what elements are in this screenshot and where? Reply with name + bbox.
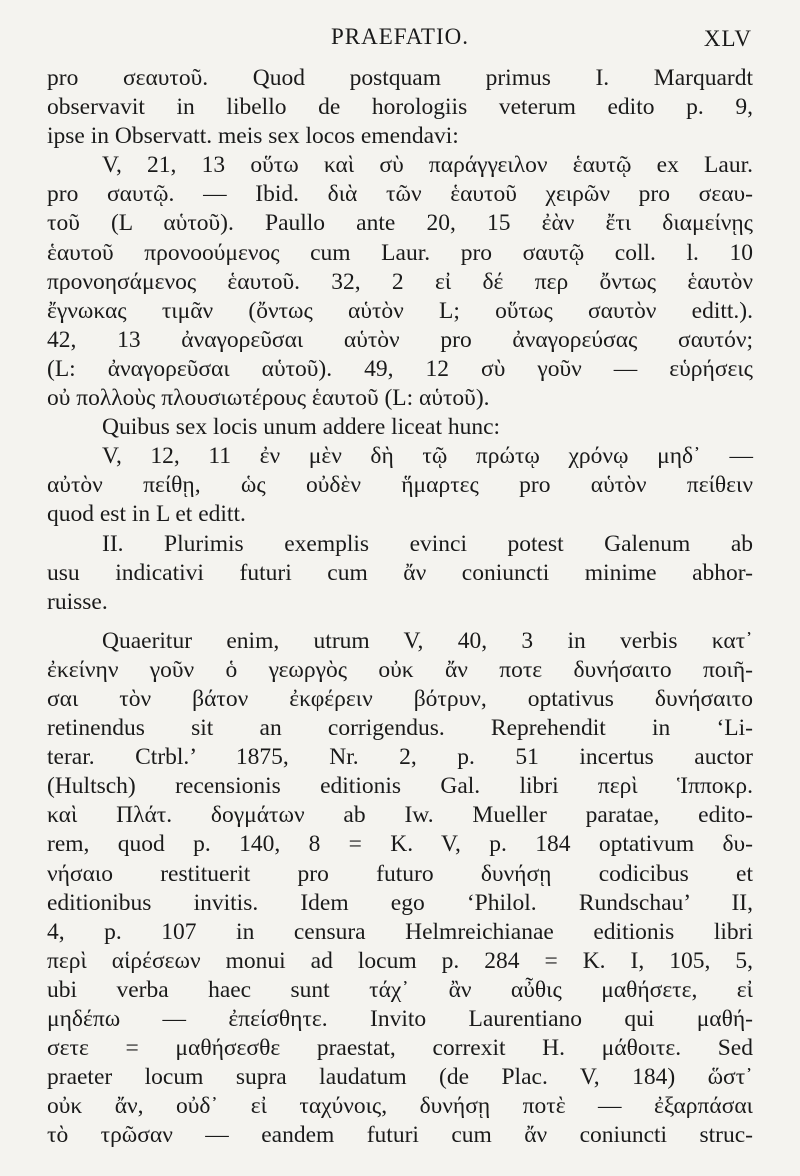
text-line: οὐκ ἄν, οὐδ᾽ εἰ ταχύνοις, δυνήσῃ ποτὲ — ἐξαρπάσαι [47,1093,753,1120]
text-line: praeter locum supra laudatum (de Plac. V, 184) ὥστ᾽ [47,1064,753,1091]
text-line: σαι τὸν βάτον ἐκφέρειν βότρυν, optativus δυνήσαιτο [47,685,753,712]
text-line: τοῦ (L αὑτοῦ). Paullo ante 20, 15 ἐὰν ἔτι διαμείνῃς [47,210,753,237]
text-line: καὶ Πλάτ. δογμάτων ab Iw. Mueller paratae, edito- [47,802,753,829]
running-head: PRAEFATIO. [330,24,469,49]
page-number: XLV [703,26,752,51]
text-line: αὐτὸν πείθῃ, ὡς οὐδὲν ἥμαρτες pro αὑτὸν πείθειν [47,472,753,499]
text-line: (Hultsch) recensionis editionis Gal. libri περὶ Ἱπποκρ. [47,773,753,800]
text-line: retinendus sit an corrigendus. Reprehendit in ‘Li- [47,715,753,742]
text-line: ipse in Observatt. meis sex locos emendavi: [47,123,459,150]
text-line: pro σαυτῷ. — Ibid. διὰ τῶν ἑαυτοῦ χειρῶν pro σεαυ- [47,181,753,208]
text-line: ἔγνωκας τιμᾶν (ὄντως αὑτὸν L; οὕτως σαυτὸν editt.). [47,297,753,324]
text-line: rem, quod p. 140, 8 = K. V, p. 184 optativum δυ- [47,831,753,858]
text-line: pro σεαυτοῦ. Quod postquam primus I. Marquardt [47,65,753,91]
text-line: (L: ἀναγορεῦσαι αὑτοῦ). 49, 12 σὺ γοῦν — εὑρήσεις [47,355,753,382]
page-header [48,24,752,58]
text-line: 42, 13 ἀναγορεῦσαι αὑτὸν pro ἀναγορεύσας σαυτόν; [47,326,753,353]
text-line: σετε = μαθήσεσθε praestat, correxit H. μάθοιτε. Sed [47,1035,753,1062]
text-line: περὶ αἱρέσεων monui ad locum p. 284 = K. I, 105, 5, [47,947,753,974]
text-line: μηδέπω — ἐπείσθητε. Invito Laurentiano qui μαθή- [47,1006,753,1032]
text-line: τὸ τρῶσαν — eandem futuri cum ἄν coniuncti struc- [47,1122,753,1149]
text-line: Quaeritur enim, utrum V, 40, 3 in verbis κατ᾽ [102,627,753,654]
text-line: προνοησάμενος ἑαυτοῦ. 32, 2 εἰ δέ περ ὄντως ἑαυτὸν [47,268,753,295]
text-line: quod est in L et editt. [47,501,246,528]
text-line: 4, p. 107 in censura Helmreichianae editionis libri [47,918,753,945]
body-text [47,64,753,1150]
text-line: οὐ πολλοὺς πλουσιωτέρους ἑαυτοῦ (L: αὑτοῦ). [47,385,490,412]
text-line: V, 12, 11 ἐν μὲν δὴ τῷ πρώτῳ χρόνῳ μηδ᾽ — [102,443,753,470]
text-line: editionibus invitis. Idem ego ‘Philol. Rundschau’ II, [47,889,753,916]
text-line: V, 21, 13 οὕτω καὶ σὺ παράγγειλον ἑαυτῷ ex Laur. [102,152,753,179]
text-line: ἐκείνην γοῦν ὁ γεωργὸς οὐκ ἄν ποτε δυνήσαιτο ποιῆ- [47,656,753,683]
text-line: Quibus sex locis unum addere liceat hunc: [102,414,501,441]
text-line: ubi verba haec sunt τάχ᾽ ἂν αὖθις μαθήσετε, εἰ [47,976,753,1003]
text-line: II. Plurimis exemplis evinci potest Galenum ab [102,530,753,557]
text-line: ruisse. [47,588,108,615]
text-line: usu indicativi futuri cum ἄν coniuncti minime abhor- [47,559,753,586]
text-line: observavit in libello de horologiis veterum edito p. 9, [47,94,753,121]
text-line: νήσαιο restituerit pro futuro δυνήσῃ codicibus et [47,860,753,887]
text-line: ἑαυτοῦ προνοούμενος cum Laur. pro σαυτῷ coll. l. 10 [47,239,753,266]
text-line: terar. Ctrbl.’ 1875, Nr. 2, p. 51 incertus auctor [47,744,753,771]
